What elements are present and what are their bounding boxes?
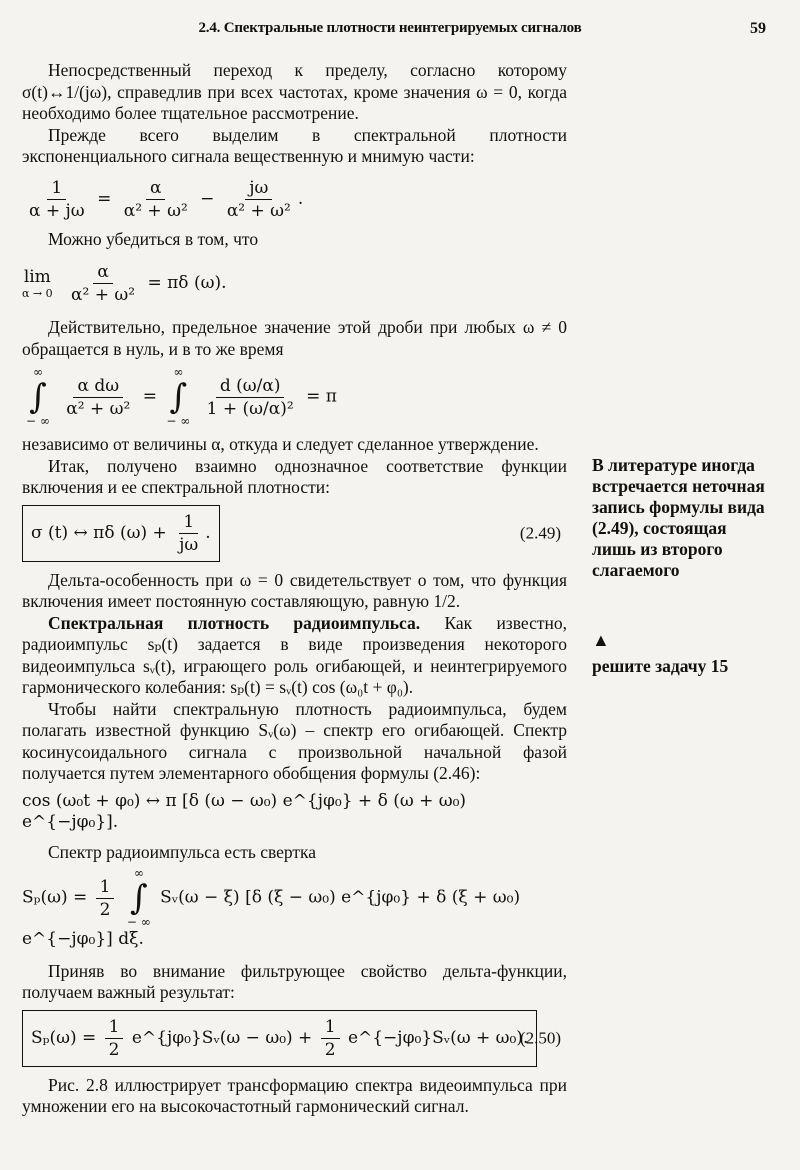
- running-title: 2.4. Спектральные плотности неинтегрируемых сигналов: [198, 20, 582, 36]
- paragraph-4: Действительно, предельное значение этой дроби при любых ω ≠ 0 обращается в нуль, и в то же время: [22, 317, 567, 359]
- main-column: [22, 60, 567, 1118]
- fraction: $\frac{\text{α dω}}{\text{α² + ω²}}$: [66, 375, 131, 419]
- paragraph-6: Итак, получено взаимно однозначное соответствие функции включения и ее спектральной плотности:: [22, 455, 567, 497]
- integral-sign: ∞ ∫ − ∞: [26, 365, 50, 428]
- integral-sign: ∞ ∫ − ∞: [126, 866, 151, 929]
- fraction: $\frac{1}{2}$: [321, 1017, 340, 1060]
- fraction: $\frac{1}{2}$: [96, 877, 115, 920]
- paragraph-11: Приняв во внимание фильтрующее свойство дельта-функции, получаем важный результат:: [22, 960, 567, 1002]
- equation-number: (2.50): [519, 1028, 561, 1048]
- equation-2-49: [22, 505, 567, 562]
- equation-limit: lim α → 0 $\frac{\alpha}{\text{α² + ω²}}$ = πδ (ω).: [22, 262, 227, 305]
- section-heading: Спектральная плотность радиоимпульса.: [48, 612, 421, 633]
- triangle-icon: ▲: [592, 630, 610, 650]
- page-number: 59: [750, 20, 766, 37]
- fraction: $\frac{1}{j\omega}$: [179, 511, 199, 555]
- boxed-formula: σ (t) ↔ πδ (ω) + $\frac{1}{j\omega}$ .: [22, 505, 220, 562]
- paragraph-2: Прежде всего выделим в спектральной плотности экспоненциального сигнала вещественную и мнимую части:: [22, 124, 567, 166]
- paragraph-12: Рис. 2.8 иллюстрирует трансформацию спектра видеоимпульса при умножении его на высокочастотный гармонический сигнал.: [22, 1074, 567, 1116]
- paragraph-9: Чтобы найти спектральную плотность радиоимпульса, будем полагать известной функцию Sᵥ(ω) – спектр его огибающей. Спектр косинусоидального сигнала с произвольной начальной фазой получается путем элементарного обобщения формулы (2.46):: [22, 698, 567, 783]
- equation-2-50: [22, 1010, 567, 1067]
- fraction: $\frac{\alpha}{\text{α² + ω²}}$: [123, 177, 188, 221]
- paragraph-5: независимо от величины α, откуда и следует сделанное утверждение.: [22, 434, 539, 454]
- fraction: $\frac{\alpha}{\text{α² + ω²}}$: [71, 262, 136, 305]
- paragraph-3: Можно убедиться в том, что: [48, 228, 259, 249]
- fraction: $\frac{j\omega}{\text{α² + ω²}}$: [226, 177, 291, 221]
- margin-note: В литературе иногда встречается неточная запись формулы вида (2.49), состоящая лишь из второго слагаемого: [592, 455, 765, 580]
- equation-number: (2.49): [519, 523, 561, 543]
- fraction: $\frac{d (\omega/\alpha)}{\text{1 + (ω/α)²}}$: [206, 375, 294, 419]
- fraction: $\frac{1}{\alpha + j\omega}$: [29, 177, 85, 221]
- equation-real-imag: $\frac{1}{\alpha + j\omega}$ = $\frac{\alpha}{\text{α² + ω²}}$ − $\frac{j\omega}{\text{α² + ω²}}$ .: [22, 178, 567, 221]
- integral-sign: ∞ ∫ − ∞: [166, 365, 191, 428]
- paragraph-8: Спектральная плотность радиоимпульса. Как известно, радиоимпульс sₚ(t) задается в виде произведения некоторого видеоимпульса sᵥ(t), играющего роль огибающей, и неинтегрируемого гармонического колебания: sₚ(t) = sᵥ(t) cos (ω₀t + φ₀).: [22, 612, 567, 697]
- equation-integral: ∞ ∫ − ∞ $\frac{\text{α dω}}{\text{α² + ω²}}$ = ∞ ∫ − ∞ $\frac{d (\omega/\alpha)}{\text{1 + (ω/α)²}}$ = π: [26, 365, 337, 428]
- equation-convolution: Sₚ(ω) = $\frac{1}{2}$ ∞ ∫ − ∞ Sᵥ(ω − ξ) [δ (ξ − ω₀) e^{jφ₀} + δ (ξ + ω₀) e^{−jφ₀}] dξ.: [22, 866, 521, 949]
- paragraph-10: Спектр радиоимпульса есть свертка: [48, 841, 317, 862]
- fraction: $\frac{1}{2}$: [105, 1017, 124, 1060]
- paragraph-1: Непосредственный переход к пределу, согласно которому σ(t)↔1/(jω), справедлив при всех частотах, кроме значения ω = 0, когда необходимо более тщательное рассмотрение.: [22, 60, 567, 123]
- margin-exercise-note: решите задачу 15: [592, 656, 729, 676]
- paragraph-7: Дельта-особенность при ω = 0 свидетельствует о том, что функция включения имеет постоянную составляющую, равную 1/2.: [22, 569, 567, 611]
- equation-cos-spectrum: cos (ω₀t + φ₀) ↔ π [δ (ω − ω₀) e^{jφ₀} + δ (ω + ω₀) e^{−jφ₀}].: [22, 790, 467, 832]
- limit-operator: lim α → 0: [22, 266, 53, 301]
- boxed-formula: Sₚ(ω) = $\frac{1}{2}$ e^{jφ₀}Sᵥ(ω − ω₀) + $\frac{1}{2}$ e^{−jφ₀}Sᵥ(ω + ω₀).: [22, 1010, 537, 1067]
